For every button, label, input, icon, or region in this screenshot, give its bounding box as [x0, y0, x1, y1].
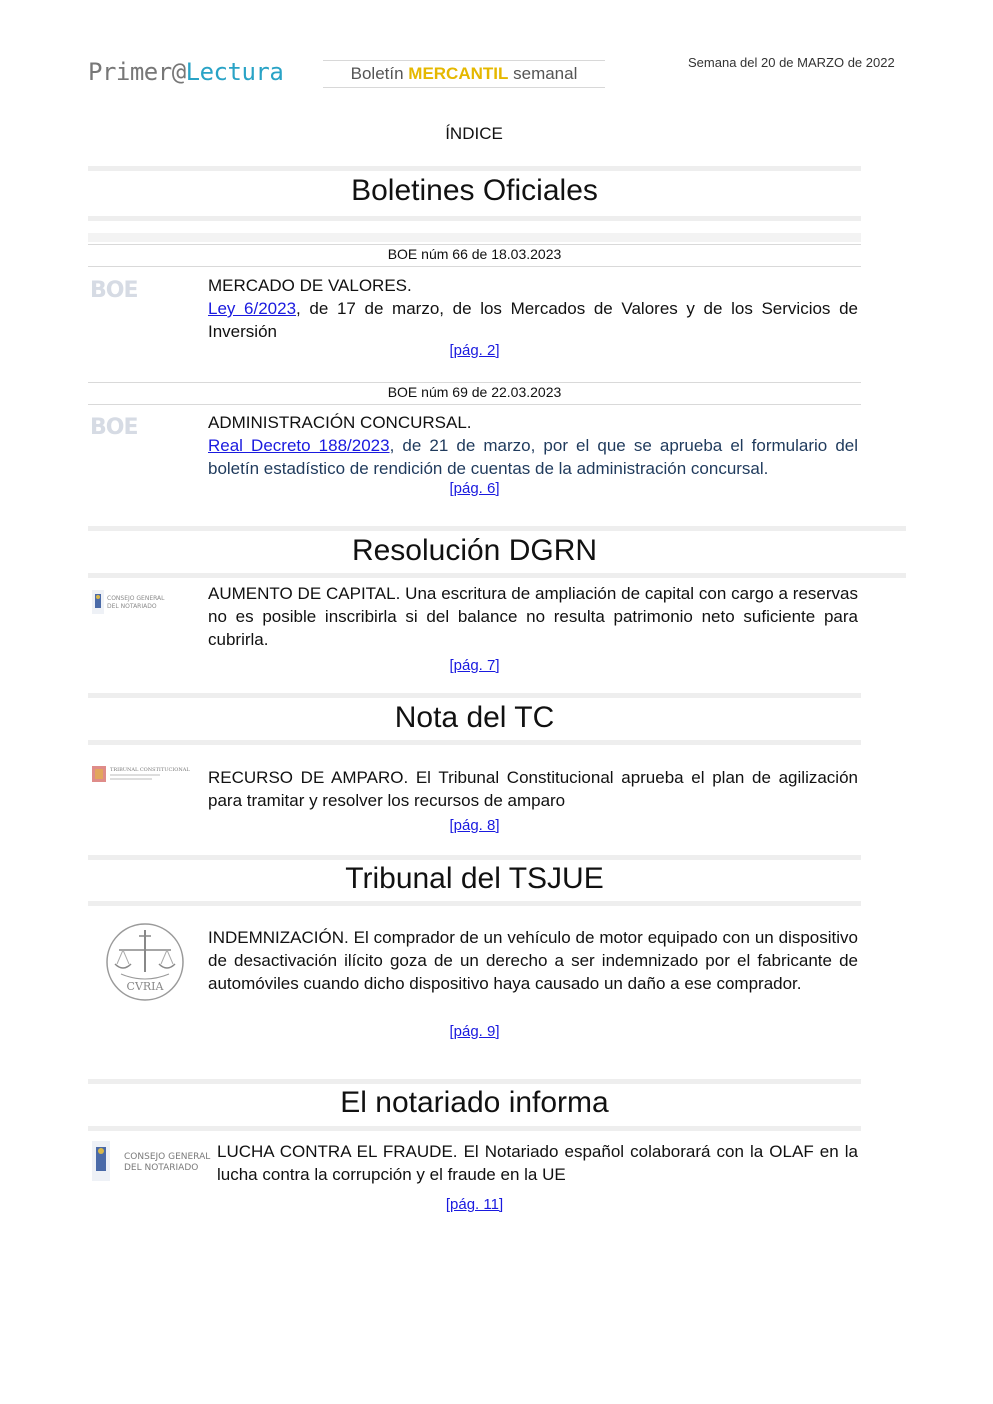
boletin-title	[323, 60, 605, 88]
curia-logo-text: CVRIA	[126, 980, 164, 993]
page-link[interactable]: [pág. 11]	[445, 1196, 504, 1213]
entry-text: El Tribunal Constitucional aprueba el plan de agilización para tramitar y resolver los recursos de amparo	[208, 768, 858, 810]
notariado-logo-icon	[90, 1139, 211, 1185]
entry-title: ADMINISTRACIÓN CONCURSAL.	[208, 413, 472, 432]
section-resolucion-dgrn: Resolución DGRN	[351, 534, 598, 567]
divider	[88, 216, 861, 221]
entry-title: MERCADO DE VALORES.	[208, 276, 412, 295]
tc-entry	[208, 766, 858, 812]
tsjue-entry	[208, 926, 858, 995]
svg-text:CONSEJO GENERAL: CONSEJO GENERAL	[124, 1152, 211, 1162]
svg-text:CONSEJO GENERAL: CONSEJO GENERAL	[107, 595, 165, 602]
tribunal-constitucional-logo-icon	[90, 763, 190, 785]
entry-text: El Notariado español colaborará con la OLAF en la lucha contra la corrupción y el fraude en la UE	[217, 1142, 858, 1184]
divider	[88, 855, 861, 860]
boe-logo-icon: BOE	[90, 278, 138, 303]
entry-title: AUMENTO DE CAPITAL	[208, 584, 396, 603]
divider	[88, 901, 861, 906]
divider	[88, 526, 906, 531]
boe-issue-header: BOE núm 66 de 18.03.2023	[387, 246, 562, 262]
entry-text: El comprador de un vehículo de motor equipado con un dispositivo de desactivación ilícito goza de un derecho a ser indemnizado por el fabricante de automóviles cuando dicho dispositivo haya causado un daño a ese comprador.	[208, 928, 858, 993]
section-boletines-oficiales: Boletines Oficiales	[351, 174, 598, 207]
entry-text: . Una escritura de ampliación de capital con cargo a reservas no es posible inscribirla si del balance no resulta patrimonio neto suficiente para cubrirla.	[208, 584, 858, 649]
boletin-word: Boletín	[350, 64, 409, 83]
entry-title: INDEMNIZACIÓN.	[208, 928, 349, 947]
page-link[interactable]: [pág. 2]	[449, 342, 500, 359]
boe-entry-1	[208, 274, 858, 343]
law-link[interactable]: Ley 6/2023	[208, 299, 297, 318]
section-nota-tc: Nota del TC	[394, 701, 555, 734]
divider	[88, 573, 906, 578]
week-date: Semana del 20 de MARZO de 2022	[688, 55, 895, 70]
svg-text:DEL NOTARIADO: DEL NOTARIADO	[107, 603, 157, 610]
boe-entry-2	[208, 411, 858, 480]
divider	[88, 404, 861, 405]
divider	[88, 166, 861, 171]
page-link[interactable]: [pág. 9]	[449, 1023, 500, 1040]
boe-logo-icon: BOE	[90, 415, 138, 440]
boletin-semanal: semanal	[508, 64, 578, 83]
divider	[88, 233, 861, 242]
brand-part-2: Lectura	[185, 58, 284, 86]
svg-text:TRIBUNAL CONSTITUCIONAL: TRIBUNAL CONSTITUCIONAL	[110, 767, 190, 773]
index-heading: ÍNDICE	[445, 124, 503, 143]
page-link[interactable]: [pág. 6]	[449, 480, 500, 497]
divider	[88, 740, 861, 745]
boletin-mercantil: MERCANTIL	[408, 64, 509, 83]
svg-text:DEL NOTARIADO: DEL NOTARIADO	[124, 1163, 199, 1173]
notariado-entry	[217, 1140, 858, 1186]
curia-logo-icon	[103, 920, 187, 1004]
entry-title: LUCHA CONTRA EL FRAUDE.	[217, 1142, 458, 1161]
boe-issue-header: BOE núm 69 de 22.03.2023	[387, 384, 562, 400]
divider	[88, 1079, 861, 1084]
brand-part-1: Primer@	[88, 58, 186, 86]
brand-logo	[88, 58, 283, 86]
entry-text: , de 21 de marzo, por el que se aprueba el formulario del boletín estadístico de rendición de cuentas de la administración concursal.	[208, 436, 859, 478]
divider	[88, 1126, 861, 1131]
decree-link[interactable]: Real Decreto 188/2023	[208, 436, 390, 455]
divider	[88, 693, 861, 698]
divider	[88, 244, 861, 245]
dgrn-entry	[208, 582, 858, 651]
entry-title: RECURSO DE AMPARO.	[208, 768, 409, 787]
page-link[interactable]: [pág. 7]	[449, 657, 500, 674]
divider	[88, 266, 861, 267]
entry-text: , de 17 de marzo, de los Mercados de Valores y de los Servicios de Inversión	[208, 299, 858, 341]
divider	[88, 382, 861, 383]
section-tribunal-tsjue: Tribunal del TSJUE	[345, 862, 604, 895]
page-link[interactable]: [pág. 8]	[449, 817, 500, 834]
notariado-logo-icon	[90, 588, 180, 618]
section-notariado-informa: El notariado informa	[340, 1086, 609, 1119]
